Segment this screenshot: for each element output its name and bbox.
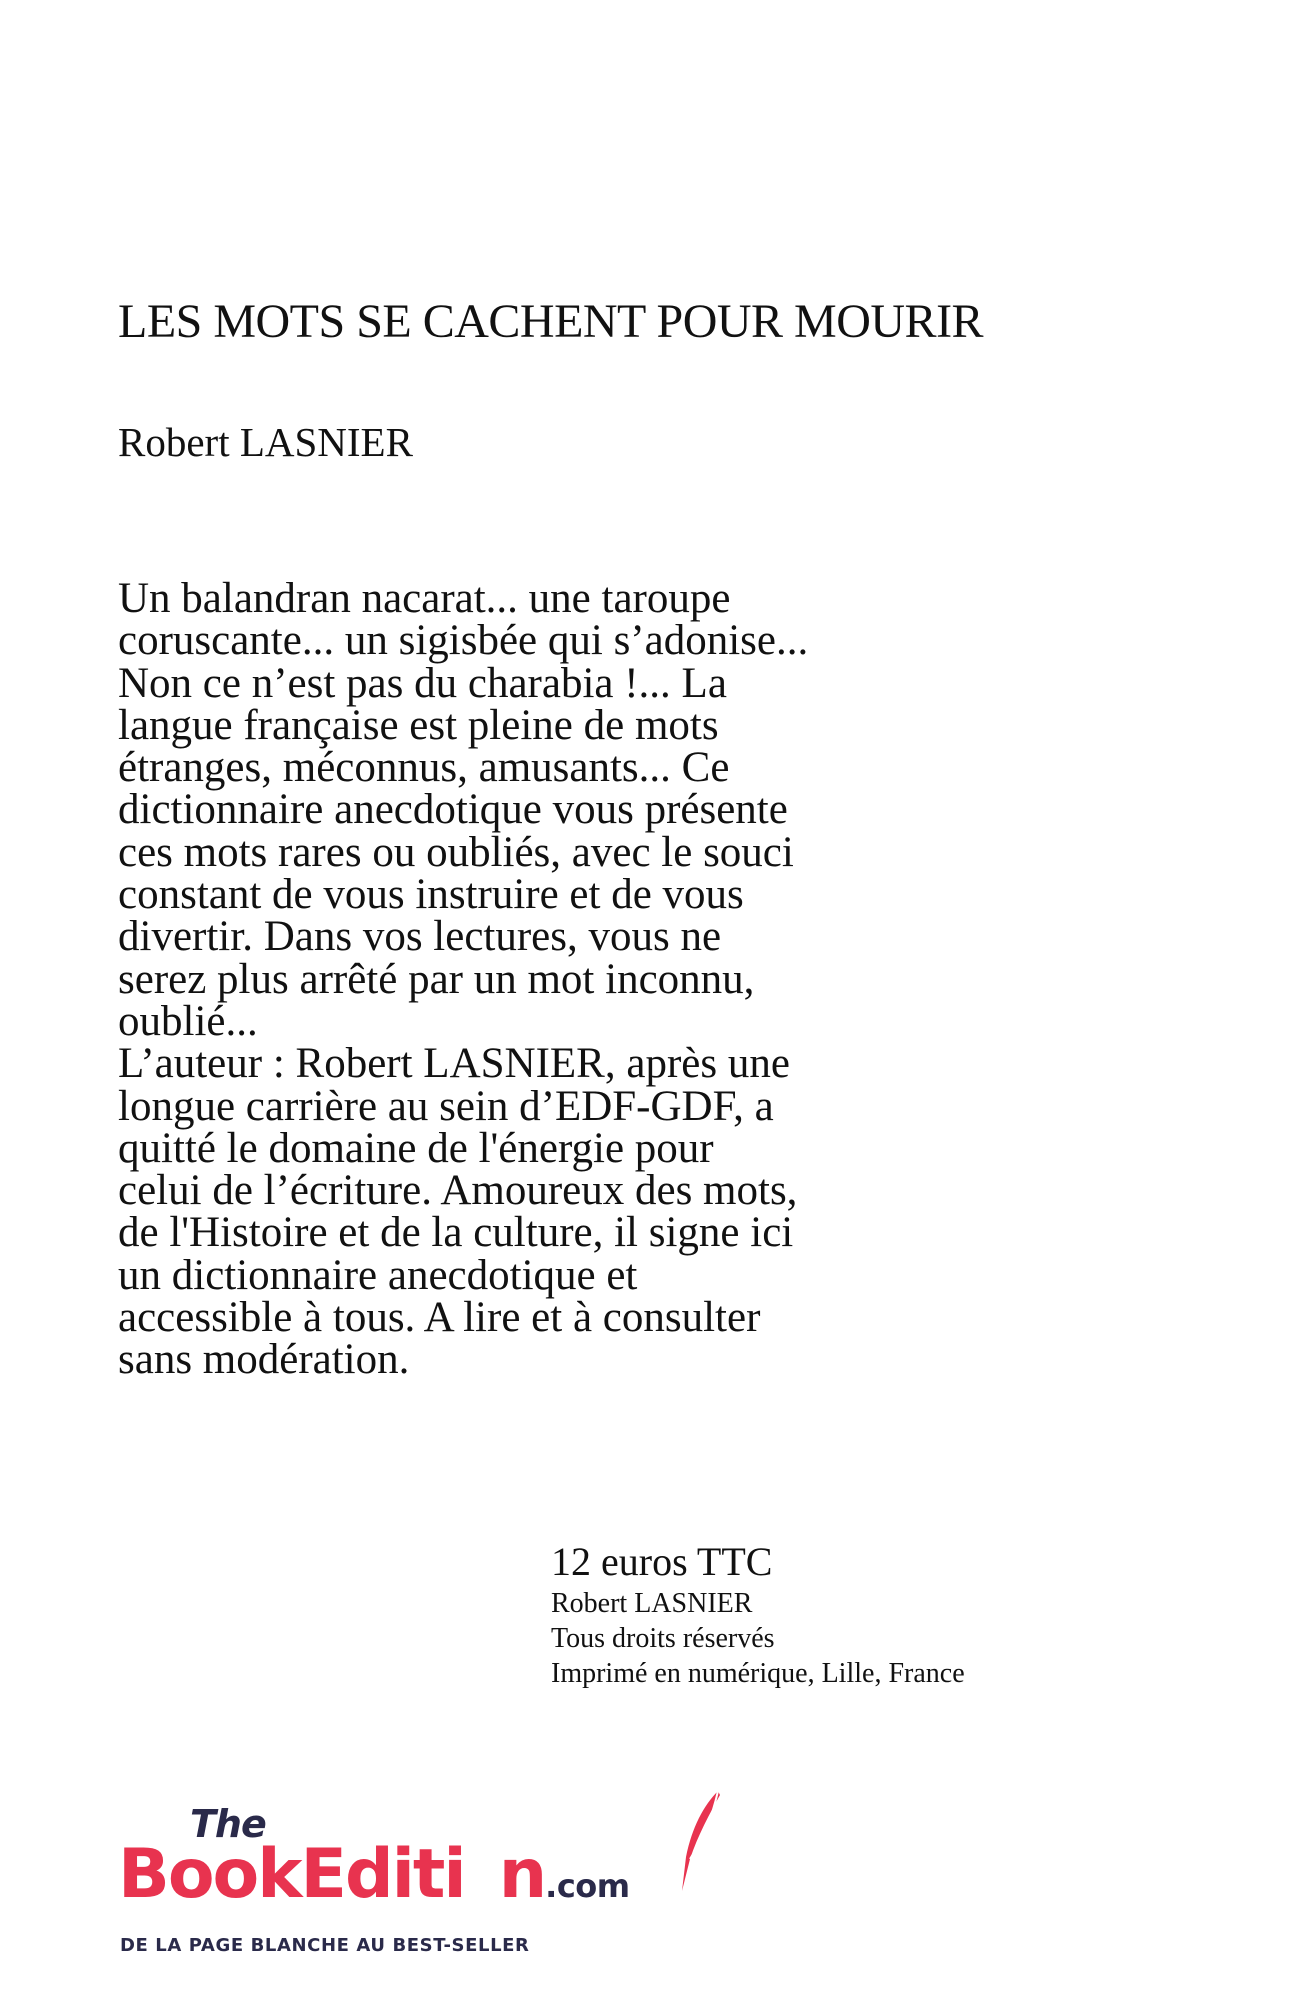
blurb-line: langue française est pleine de mots [118,701,719,749]
colophon-author: Robert LASNIER [551,1588,753,1619]
blurb-line: coruscante... un sigisbée qui s’adonise... [118,617,809,665]
blurb-line: L’auteur : Robert LASNIER, après une [118,1040,790,1088]
blurb-line: quitté le domaine de l'énergie pour [118,1124,714,1172]
quill-icon [674,1787,724,1897]
blurb-line: serez plus arrêté par un mot inconnu, [118,955,755,1003]
blurb-line: oublié... [118,997,258,1045]
back-cover-blurb [118,575,1118,1384]
price-label: 12 euros TTC [551,1539,773,1584]
colophon [551,1538,965,1691]
book-title: LES MOTS SE CACHENT POUR MOURIR [118,295,984,348]
blurb-line: accessible à tous. A lire et à consulter [118,1294,761,1342]
logo-name: BookEditi [118,1835,465,1914]
publisher-logo [118,1802,718,1985]
blurb-line: étranges, méconnus, amusants... Ce [118,744,730,792]
blurb-line: sans modération. [118,1336,410,1384]
logo-wordmark [118,1835,630,1914]
blurb-line: ces mots rares ou oubliés, avec le souci [118,828,794,876]
logo-the: The [190,1802,266,1846]
blurb-line: dictionnaire anecdotique vous présente [118,786,788,834]
logo-tagline: DE LA PAGE BLANCHE AU BEST-SELLER [120,1935,530,1956]
rights-notice: Tous droits réservés [551,1623,775,1654]
blurb-line: constant de vous instruire et de vous [118,871,744,919]
blurb-line: Un balandran nacarat... une taroupe [118,575,731,622]
blurb-line: un dictionnaire anecdotique et [118,1251,638,1299]
blurb-line: divertir. Dans vos lectures, vous ne [118,913,722,961]
printing-notice: Imprimé en numérique, Lille, France [551,1658,965,1689]
blurb-line: Non ce n’est pas du charabia !... La [118,659,727,707]
blurb-line: de l'Histoire et de la culture, il signe ici [118,1209,794,1257]
blurb-line: celui de l’écriture. Amoureux des mots, [118,1167,798,1215]
logo-name-end: n [498,1835,546,1914]
blurb-line: longue carrière au sein d’EDF-GDF, a [118,1082,774,1130]
book-author: Robert LASNIER [118,419,413,465]
logo-dotcom: .com [545,1867,630,1905]
